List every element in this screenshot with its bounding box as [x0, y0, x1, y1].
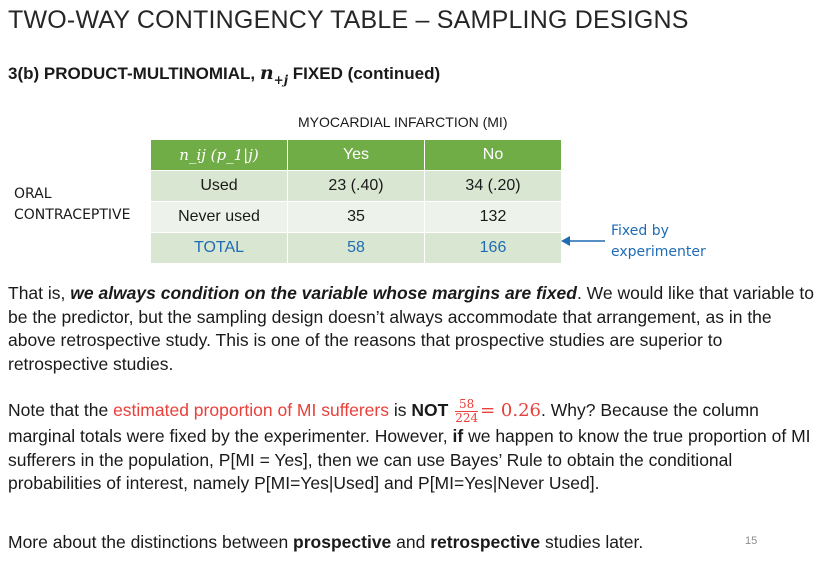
table-row — [151, 171, 562, 202]
table-corner-cell: n_ij (p_1|j) — [151, 140, 288, 171]
subtitle-prefix: 3(b) PRODUCT-MULTINOMIAL, — [8, 64, 260, 83]
left-arrow-icon — [560, 233, 606, 249]
p2-text-is: is — [389, 400, 412, 421]
cell-used-no: 34 (.20) — [425, 171, 562, 202]
p2-if: if — [452, 426, 464, 446]
fraction-numerator: 58 — [455, 398, 478, 412]
subtitle-math — [259, 62, 289, 87]
table-row — [151, 202, 562, 233]
p1-emphasis: we always condition on the variable whose margins are fixed — [70, 283, 577, 303]
contingency-table — [150, 139, 562, 264]
slide-title: TWO-WAY CONTINGENCY TABLE – SAMPLING DESIGNS — [8, 6, 689, 34]
p1-text: That is, — [8, 283, 71, 303]
column-group-label: MYOCARDIAL INFARCTION (MI) — [298, 114, 508, 130]
col-header-yes: Yes — [288, 140, 425, 171]
p3-and: and — [391, 532, 431, 552]
page-number: 15 — [745, 535, 758, 547]
note-line2: experimenter — [611, 244, 706, 260]
fraction-denominator: 224 — [455, 411, 479, 425]
paragraph-condition — [8, 282, 816, 376]
p3-prospective: prospective — [293, 532, 392, 552]
subtitle-suffix: FIXED (continued) — [288, 64, 441, 83]
paragraph-more — [8, 531, 708, 555]
p2-highlight: estimated proportion of MI sufferers — [113, 400, 389, 421]
col-header-no: No — [425, 140, 562, 171]
cell-never-no: 132 — [425, 202, 562, 233]
cell-total-yes: 58 — [288, 233, 425, 264]
p2-text: Note that the — [8, 400, 114, 421]
subtitle-math-sub: +j — [273, 72, 289, 87]
p2-fraction — [455, 398, 478, 425]
p2-text-rest: we happen to know the true proportion of MI sufferers in the population, P[MI = Yes], then we can use Bayes’ Rule to obtain the conditional probabilities of interest, namely P[MI=Yes|Used] and P[MI=Yes|Never Used]. — [8, 426, 811, 493]
p2-equals: = 0.26 — [480, 400, 541, 422]
row-group-label-line1: ORAL — [14, 186, 52, 202]
row-label-used: Used — [151, 171, 288, 202]
row-label-total: TOTAL — [151, 233, 288, 264]
subtitle-math-var: n — [259, 62, 274, 84]
p3-retrospective: retrospective — [430, 532, 541, 552]
section-subtitle — [8, 62, 440, 87]
p3-text-rest: studies later. — [540, 532, 644, 552]
p2-text-why: . Why? Because the column marginal totals were fixed by the experimenter. However, — [8, 400, 759, 446]
row-label-never-used: Never used — [151, 202, 288, 233]
cell-total-no: 166 — [425, 233, 562, 264]
table-header-row — [151, 140, 562, 171]
fixed-by-experimenter-note — [611, 221, 706, 263]
table-row-total — [151, 233, 562, 264]
cell-used-yes: 23 (.40) — [288, 171, 425, 202]
p1-text-rest: . We would like that variable to be the predictor, but the sampling design doesn’t always accommodate that arrangement, as in the above retrospective study. This is one of the reasons that prospective studies are superior to retrospective studies. — [8, 283, 814, 374]
row-group-label-line2: CONTRACEPTIVE — [14, 207, 131, 223]
cell-never-yes: 35 — [288, 202, 425, 233]
paragraph-note — [8, 398, 816, 496]
row-group-label — [14, 184, 130, 226]
p3-text: More about the distinctions between — [8, 532, 294, 552]
note-line1: Fixed by — [611, 223, 669, 239]
p2-not: NOT — [411, 400, 449, 421]
